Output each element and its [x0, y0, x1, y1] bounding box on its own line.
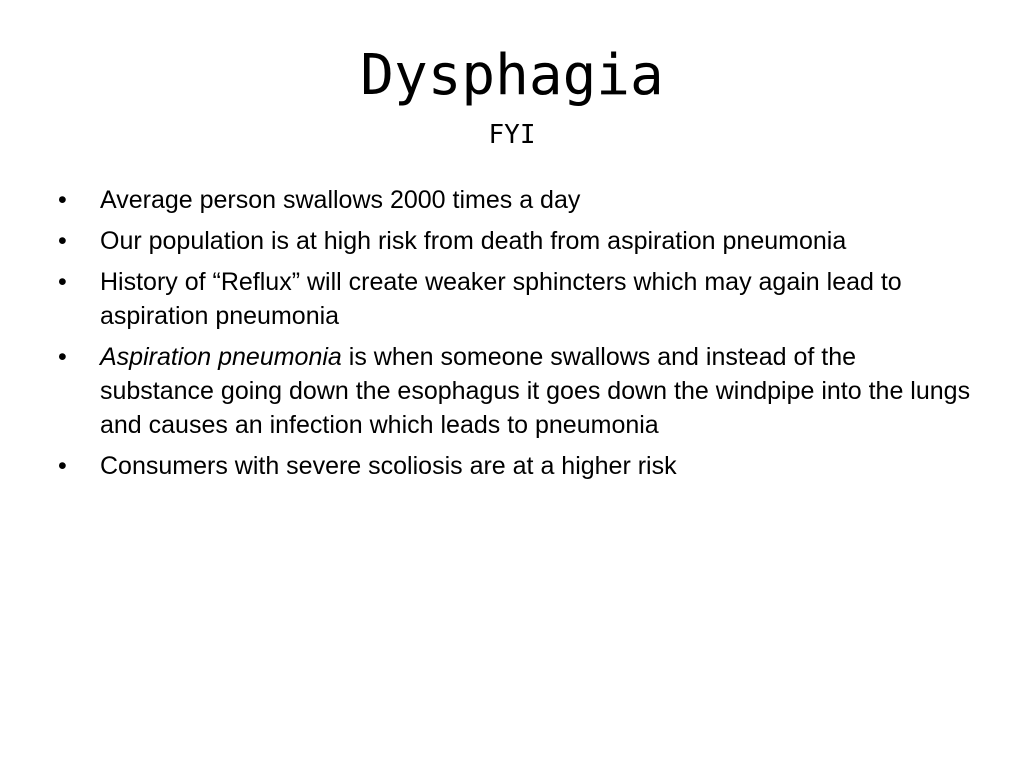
bullet-marker: • — [58, 452, 67, 480]
bullet-item — [56, 449, 976, 483]
bullet-item — [56, 265, 976, 333]
bullet-marker: • — [58, 268, 67, 296]
bullet-marker: • — [58, 186, 67, 214]
bullet-text: is when someone swallows and instead of the substance going down the esophagus it goes down the windpipe into the lungs and causes an infection which leads to pneumonia — [100, 343, 971, 439]
bullet-text: Our population is at high risk from death from aspiration pneumonia — [100, 227, 847, 255]
bullet-list — [56, 183, 976, 490]
bullet-item — [56, 224, 976, 258]
bullet-marker: • — [58, 227, 67, 255]
bullet-item — [56, 183, 976, 217]
bullet-item — [56, 340, 976, 442]
slide-title: Dysphagia — [360, 43, 664, 108]
bullet-emphasis: Aspiration pneumonia — [100, 343, 342, 371]
bullet-text: Consumers with severe scoliosis are at a higher risk — [100, 452, 677, 480]
slide-subtitle: FYI — [488, 120, 536, 150]
bullet-text: History of “Reflux” will create weaker sphincters which may again lead to aspiration pneumonia — [100, 268, 902, 330]
bullet-text: Average person swallows 2000 times a day — [100, 186, 581, 214]
bullet-marker: • — [58, 343, 67, 371]
